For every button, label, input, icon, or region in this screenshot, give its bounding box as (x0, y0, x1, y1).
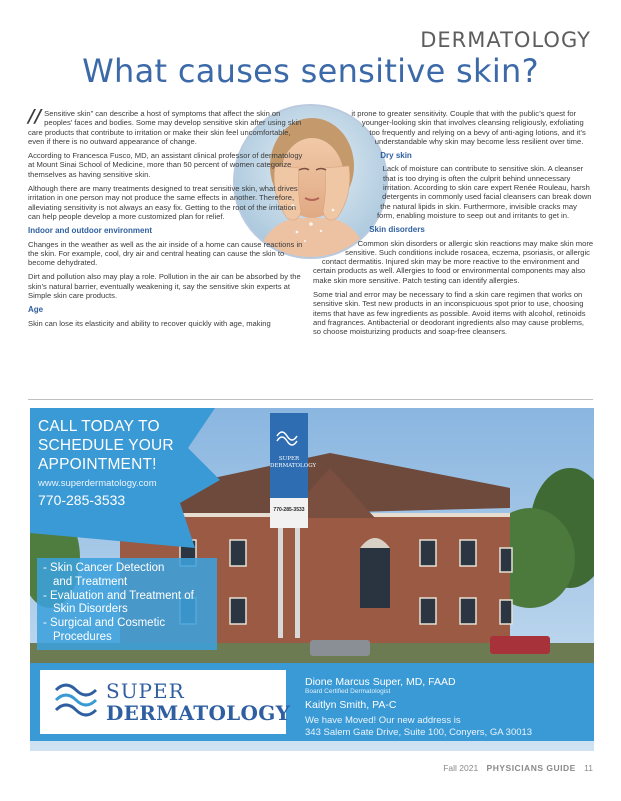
article-paragraph: // Sensitive skin” can describe a host of symptoms that affect the skin on peoples’ faces and bodies. Some may develop sensitive skin after using skin care products that contribute to irritation or make their skin feel uncomfortable, even if there is no outward appearance of change. (28, 106, 302, 146)
cta-line3: APPOINTMENT! (38, 456, 157, 473)
article-paragraph: Lack of moisture can contribute to sensitive skin. A cleanser that is too drying is often the culprit behind unnecessary irritation. According to skin care expert Renée Rouleau, harsh detergents in commonly used facial cleansers can break down the natural lipids in skin. Furthermore, invisible cracks may form, enabling moisture to seep out and irritants to get in. (377, 164, 592, 220)
service-item: Procedures (53, 630, 112, 643)
page-title: What causes sensitive skin? (82, 52, 539, 90)
provider-info (305, 676, 590, 739)
doctor-name: Dione Marcus Super, MD, FAAD (305, 676, 456, 688)
subheading-age: Age (28, 305, 44, 315)
article-paragraph: Skin can lose its elasticity and ability to recover quickly with age, making (28, 318, 271, 328)
sign-line2: DERMATOLOGY (270, 463, 317, 469)
section-label: DERMATOLOGY (420, 28, 591, 52)
moved-notice: We have Moved! Our new address is (305, 715, 461, 726)
address: 343 Salem Gate Drive, Suite 100, Conyers, GA 30013 (305, 727, 533, 738)
article-paragraph: Some trial and error may be necessary to find a skin care regimen that works on sensitive skin. Test new products in an inconspicuous spot prior to use, choosing items that have as few ingredients as possible. Avoid items with alcohol, retinoids and fragrances. Antibacterial or deodorant ingredients also may cause problems, so choose moisturizing products and soap-free cleansers. (313, 290, 586, 337)
cta-line1: CALL TODAY TO (38, 418, 160, 435)
subheading-dry-skin: Dry skin (380, 151, 412, 161)
page-footer (443, 763, 593, 773)
article-paragraph: Although there are many treatments designed to treat sensitive skin, what drives irritation in one person may not produce the same effects in another. Therefore, alleviating sensitivity is not always an easy fix. Getting to the root of the irritation can help people develop a more customized plan for relief. (28, 184, 298, 221)
issue-date: Fall 2021 (443, 763, 479, 773)
divider (28, 399, 593, 400)
quote-mark-icon: // (28, 106, 42, 127)
building-sign (270, 456, 317, 470)
page-number: 11 (584, 763, 593, 773)
website-url[interactable]: www.superdermatology.com (38, 478, 157, 489)
service-item: - Surgical and Cosmetic (43, 617, 166, 630)
logo-line1: SUPER (106, 679, 185, 703)
cta-line2: SCHEDULE YOUR (38, 437, 174, 454)
logo-text (106, 680, 290, 724)
logo-line2: DERMATOLOGY (106, 701, 291, 725)
article-paragraph: Common skin disorders or allergic skin reactions may make skin more sensitive. Such conditions include rosacea, eczema, psoriasis, or allergic contact dermatitis. Injured skin may be more reactive to the environment and certain products as well. Allergies to food or environmental components may also make skin more sensitive. Patch testing can identify allergies. (313, 238, 594, 285)
logo-waves-icon (50, 680, 100, 724)
info-bar (30, 663, 594, 741)
subheading-environment: Indoor and outdoor environment (28, 226, 152, 236)
logo (40, 670, 291, 734)
callout-text (38, 417, 228, 508)
service-item: - Skin Cancer Detection (43, 562, 165, 574)
article-left-column (28, 106, 307, 333)
phone-number[interactable]: 770-285-3533 (38, 492, 126, 508)
services-list (37, 558, 217, 650)
article-paragraph: Changes in the weather as well as the air inside of a home can cause reactions in the skin. For example, cool, dry air and central heating can cause the skin to become dehydrated. (28, 239, 303, 268)
publication-name: PHYSICIANS GUIDE (486, 763, 576, 773)
pa-name: Kaitlyn Smith, PA-C (305, 699, 397, 711)
super-dermatology-advertisement (30, 408, 594, 751)
article-paragraph: it prone to greater sensitivity. Couple that with the public’s quest for younger-looking skin that involves cleansing religiously, exfoliating too frequently and relying on a bevy of anti-aging lotions, and it’s understandable why skin may become less resilient over time. (351, 109, 586, 146)
service-item: Skin Disorders (53, 603, 128, 616)
service-item: and Treatment (53, 575, 128, 588)
article-paragraph: Dirt and pollution also may play a role. Pollution in the air can be absorbed by the skin’s natural barrier, eventually weakening it, say the sensitive skin experts at Simple skin care products. (28, 272, 301, 301)
sign-phone: 770-285-3533 (273, 507, 305, 513)
subheading-skin-disorders: Skin disorders (369, 225, 425, 235)
service-item: - Evaluation and Treatment of (43, 589, 194, 602)
sign-line1: SUPER (278, 456, 300, 462)
article-right-column (313, 109, 594, 342)
article-paragraph: According to Francesca Fusco, MD, an assistant clinical professor of dermatology at Mount Sinai School of Medicine, more than 50 percent of women categorize themselves as having sensitive skin. (28, 151, 303, 179)
doctor-title: Board Certified Dermatologist (305, 688, 391, 695)
